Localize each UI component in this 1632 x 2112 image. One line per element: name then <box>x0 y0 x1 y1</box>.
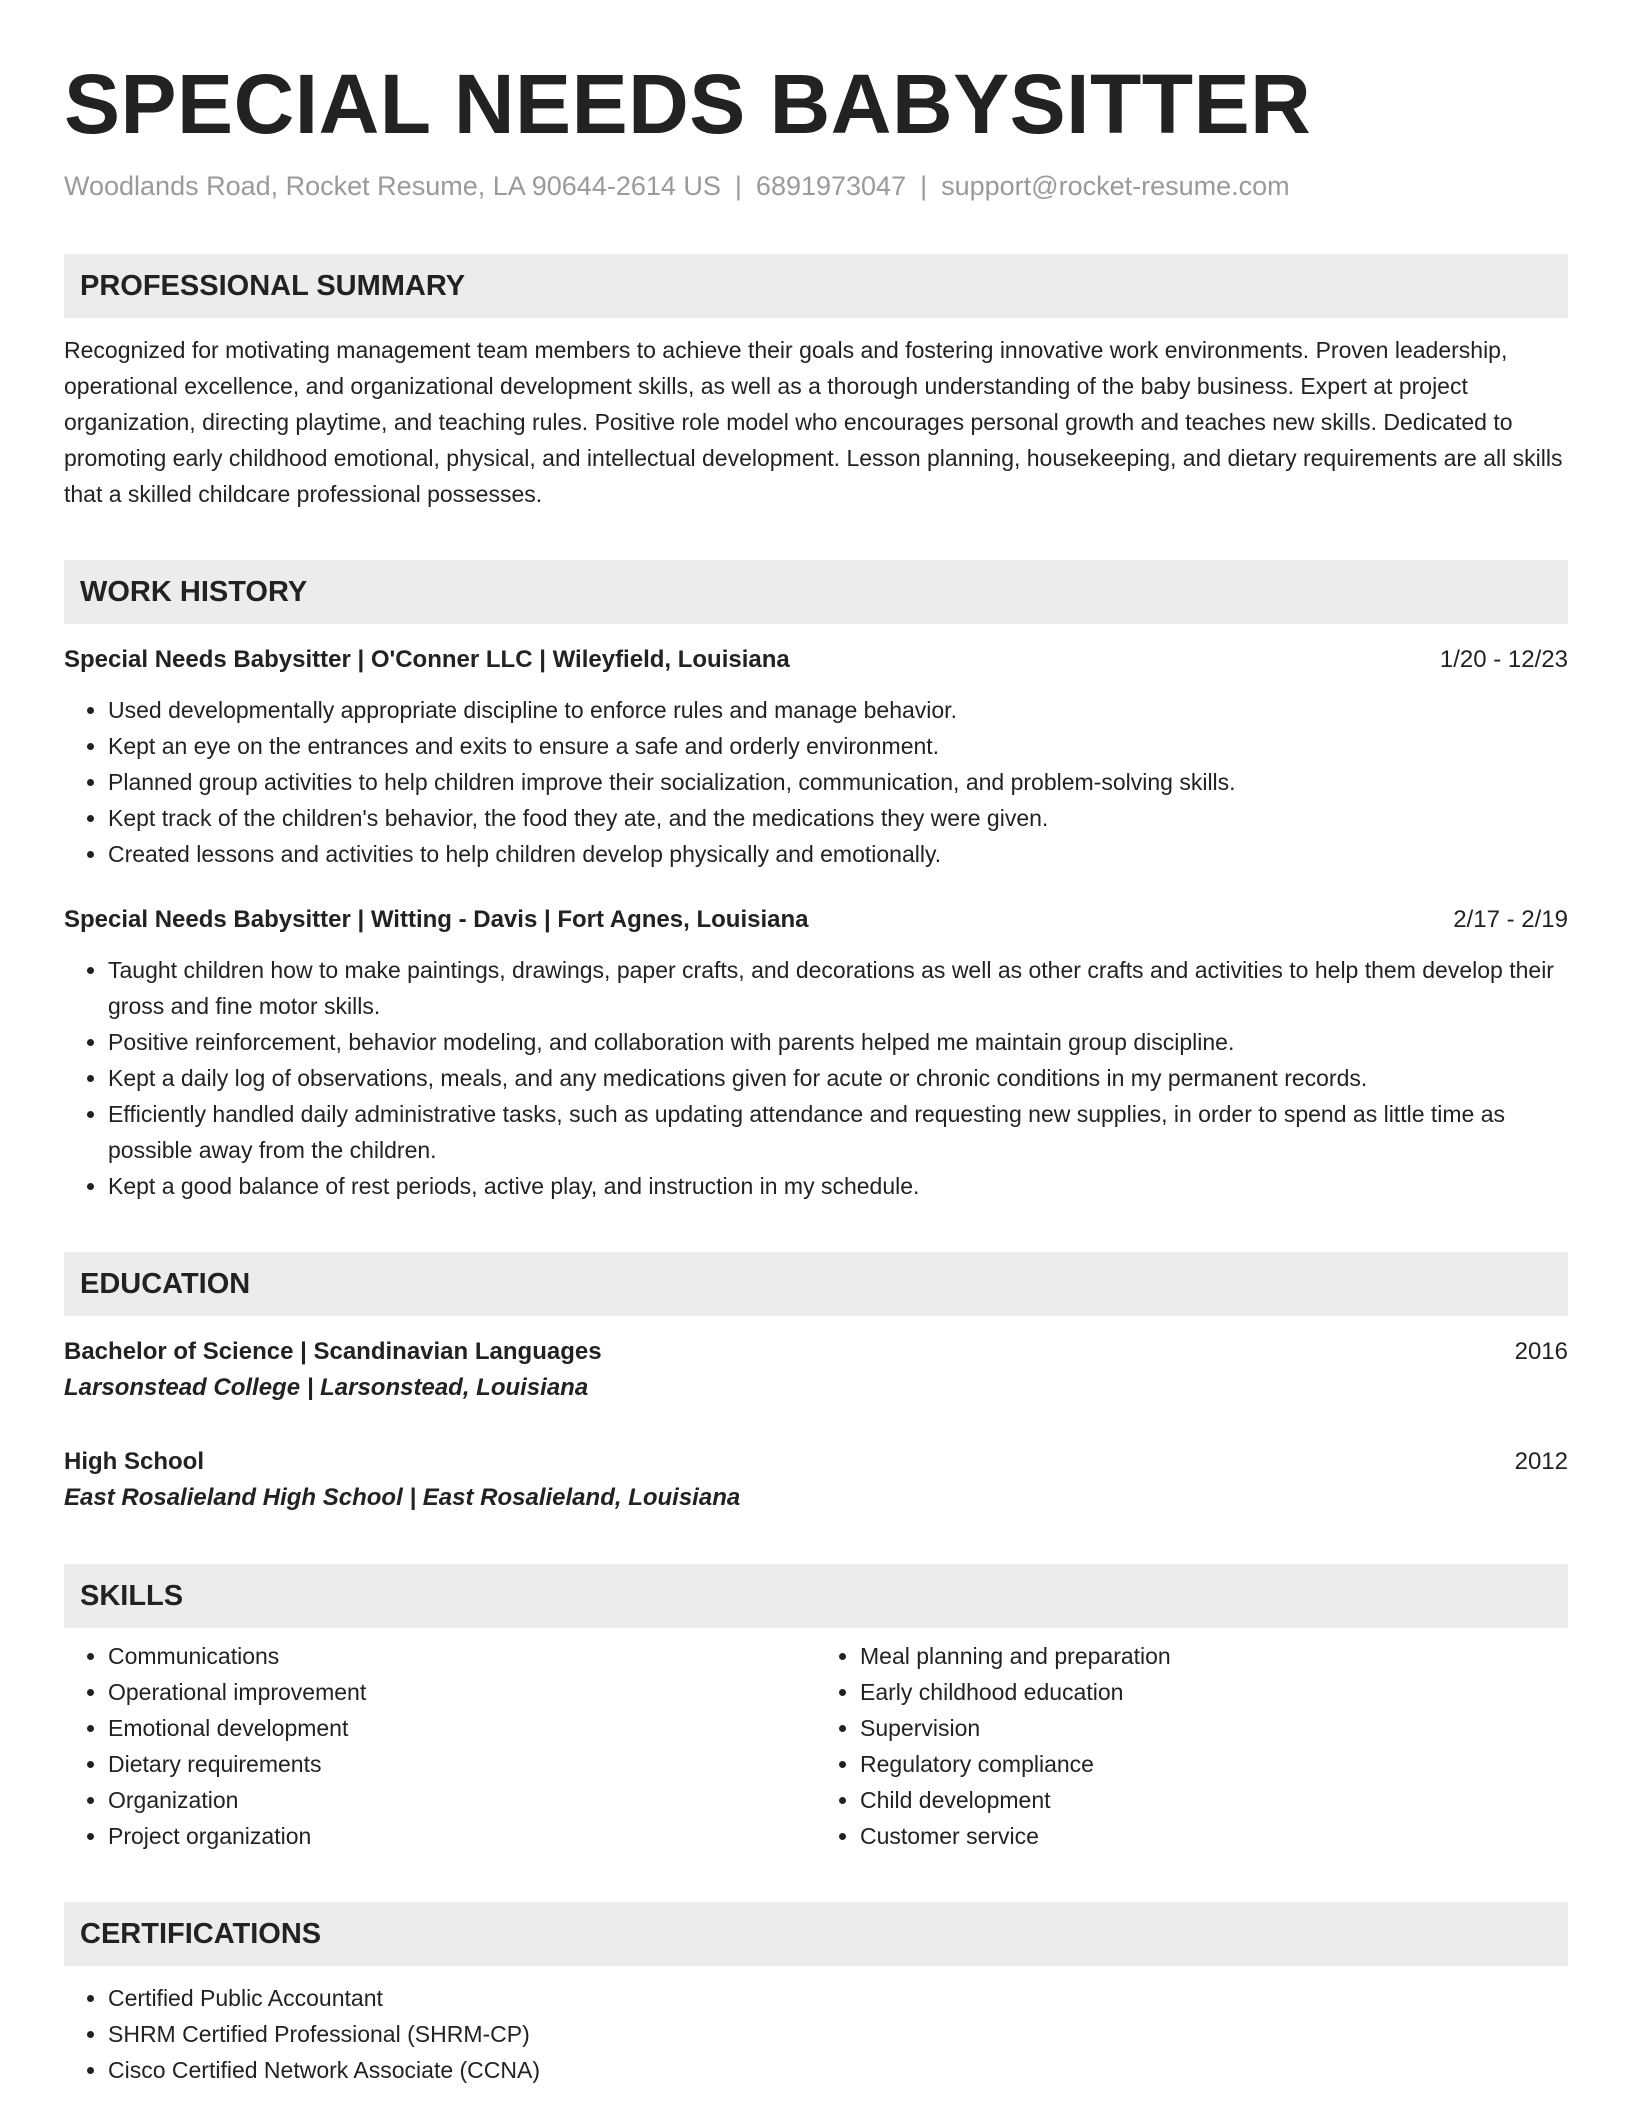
job-bullet: • Kept a good balance of rest periods, active play, and instruction in my schedule. <box>108 1168 1568 1204</box>
summary-text: Recognized for motivating management team members to achieve their goals and fostering innovative work environments. Proven leadership, operational excellence, and organizational development skills, as well as a thorough understanding of the baby business. Expert at project organization, directing playtime, and teaching rules. Positive role model who encourages personal growth and teaches new skills. Dedicated to promoting early childhood emotional, physical, and intellectual development. Lesson planning, housekeeping, and dietary requirements are all skills that a skilled childcare professional possesses. <box>64 337 1563 507</box>
job-dates: 2/17 - 2/19 <box>1453 906 1568 933</box>
education-degree: Bachelor of Science | Scandinavian Languages <box>64 1338 602 1365</box>
skill-item: • Project organization <box>108 1818 816 1854</box>
certifications-section-header: CERTIFICATIONS <box>64 1902 1568 1966</box>
certification-item: • SHRM Certified Professional (SHRM-CP) <box>108 2016 1568 2052</box>
education-header <box>64 1334 1568 1370</box>
skill-item: • Communications <box>108 1638 816 1674</box>
contact-separator: | <box>920 171 928 201</box>
work-history-section-header: WORK HISTORY <box>64 560 1568 624</box>
job-bullet: • Positive reinforcement, behavior modeling, and collaboration with parents helped me maintain group discipline. <box>108 1024 1568 1060</box>
skill-item: • Customer service <box>860 1818 1568 1854</box>
job-bullet: • Kept an eye on the entrances and exits to ensure a safe and orderly environment. <box>108 728 1568 764</box>
skill-item: • Operational improvement <box>108 1674 816 1710</box>
education-entry <box>64 1334 1568 1406</box>
job-bullet: • Planned group activities to help children improve their socialization, communication, and problem-solving skills. <box>108 764 1568 800</box>
skill-item: • Child development <box>860 1782 1568 1818</box>
summary-section-header: PROFESSIONAL SUMMARY <box>64 254 1568 318</box>
skills-list <box>64 1638 816 1854</box>
skill-item: • Organization <box>108 1782 816 1818</box>
education-year: 2016 <box>1514 1338 1568 1365</box>
skill-item: • Early childhood education <box>860 1674 1568 1710</box>
job-header <box>64 902 1568 938</box>
certifications-list <box>64 1980 1568 2088</box>
contact-line <box>64 166 1568 206</box>
certification-item: • Certified Public Accountant <box>108 1980 1568 2016</box>
certification-item: • Cisco Certified Network Associate (CCNA) <box>108 2052 1568 2088</box>
job-bullet: • Used developmentally appropriate discipline to enforce rules and manage behavior. <box>108 692 1568 728</box>
job-bullet: • Created lessons and activities to help children develop physically and emotionally. <box>108 836 1568 872</box>
contact-address: Woodlands Road, Rocket Resume, LA 90644-2614 US <box>64 171 721 201</box>
job-bullet: • Kept a daily log of observations, meals, and any medications given for acute or chronic conditions in my permanent records. <box>108 1060 1568 1096</box>
skill-item: • Meal planning and preparation <box>860 1638 1568 1674</box>
education-header <box>64 1444 1568 1480</box>
contact-phone: 6891973047 <box>755 171 907 201</box>
job-title: Special Needs Babysitter | O'Conner LLC | Wileyfield, Louisiana <box>64 646 790 673</box>
education-school: East Rosalieland High School | East Rosalieland, Louisiana <box>64 1484 741 1511</box>
skill-item: • Dietary requirements <box>108 1746 816 1782</box>
job-bullet: • Kept track of the children's behavior, the food they ate, and the medications they were given. <box>108 800 1568 836</box>
skills-grid <box>64 1638 1568 1854</box>
skills-section-header: SKILLS <box>64 1564 1568 1628</box>
skill-item: • Emotional development <box>108 1710 816 1746</box>
skills-list <box>816 1638 1568 1854</box>
skills-column-left <box>64 1638 816 1854</box>
job-entry <box>64 902 1568 1204</box>
skill-item: • Supervision <box>860 1710 1568 1746</box>
job-header <box>64 642 1568 678</box>
contact-email: support@rocket-resume.com <box>941 171 1290 201</box>
job-bullets <box>64 692 1568 872</box>
contact-separator: | <box>734 171 742 201</box>
job-entry <box>64 642 1568 872</box>
education-degree: High School <box>64 1448 204 1475</box>
job-title: Special Needs Babysitter | Witting - Davis | Fort Agnes, Louisiana <box>64 906 809 933</box>
candidate-name: SPECIAL NEEDS BABYSITTER <box>64 57 1312 151</box>
education-entry <box>64 1444 1568 1516</box>
skill-item: • Regulatory compliance <box>860 1746 1568 1782</box>
job-bullet: • Efficiently handled daily administrative tasks, such as updating attendance and requesting new supplies, in order to spend as little time as possible away from the children. <box>108 1096 1568 1168</box>
education-school: Larsonstead College | Larsonstead, Louisiana <box>64 1374 589 1401</box>
job-bullets <box>64 952 1568 1204</box>
job-bullet: • Taught children how to make paintings, drawings, paper crafts, and decorations as well as other crafts and activities to help them develop their gross and fine motor skills. <box>108 952 1568 1024</box>
education-year: 2012 <box>1514 1448 1568 1475</box>
education-section-header: EDUCATION <box>64 1252 1568 1316</box>
job-dates: 1/20 - 12/23 <box>1439 646 1568 673</box>
skills-column-right <box>816 1638 1568 1854</box>
